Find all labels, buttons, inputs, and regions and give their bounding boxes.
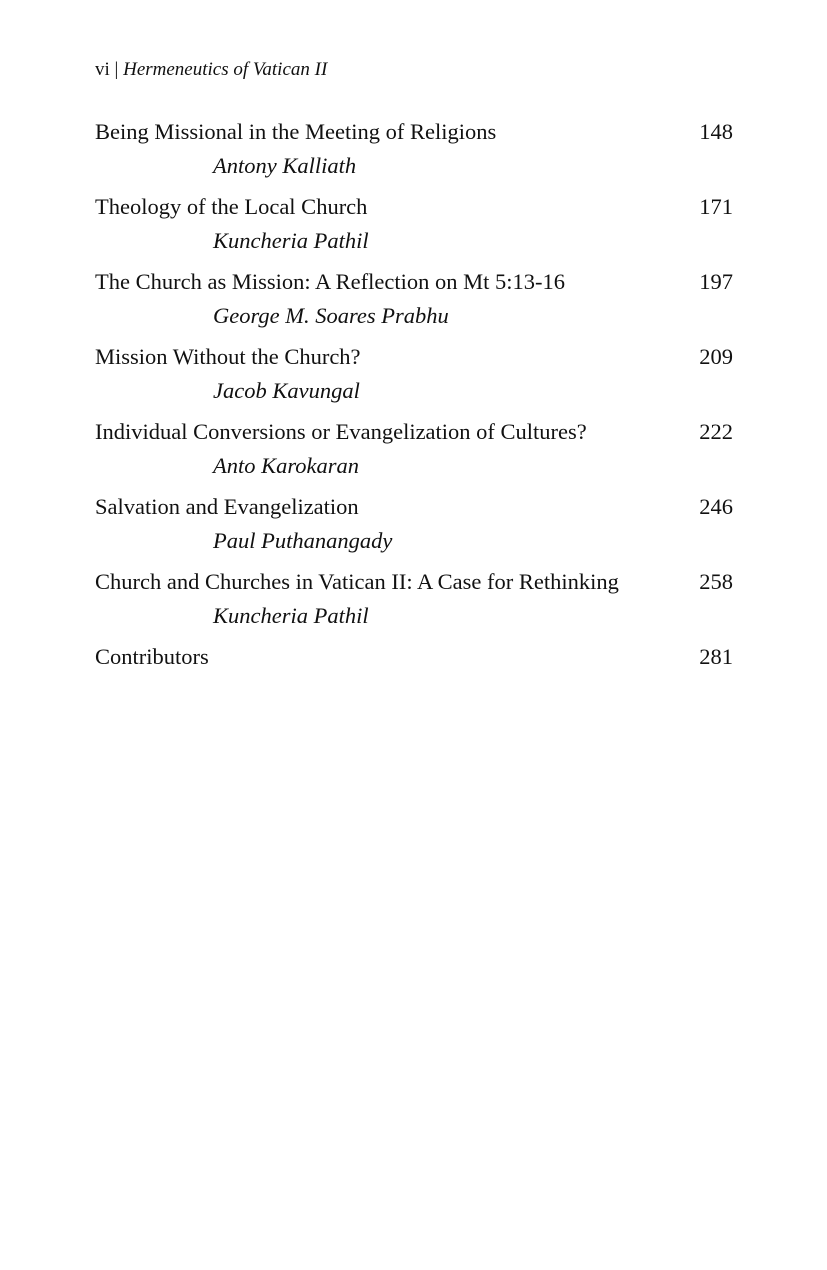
entry-author: George M. Soares Prabhu xyxy=(213,303,449,328)
entry-page-number: 209 xyxy=(699,344,733,369)
running-head-separator: | xyxy=(114,59,119,80)
entry-author: Antony Kalliath xyxy=(213,153,357,178)
entry-title: Individual Conversions or Evangelization of Cultures? xyxy=(95,419,587,444)
entry-title: Salvation and Evangelization xyxy=(95,494,359,519)
entry-page-number: 258 xyxy=(699,569,733,594)
entry-page-number: 148 xyxy=(699,119,733,144)
book-title: Hermeneutics of Vatican II xyxy=(123,59,328,80)
toc-entry[interactable] xyxy=(95,567,733,642)
toc-entry[interactable] xyxy=(95,267,733,342)
entry-title: Mission Without the Church? xyxy=(95,344,361,369)
toc-entry[interactable] xyxy=(95,342,733,417)
table-of-contents xyxy=(95,117,733,717)
entry-page-number: 197 xyxy=(699,269,733,294)
entry-title: Theology of the Local Church xyxy=(95,194,368,219)
entry-page-number: 171 xyxy=(699,194,733,219)
toc-entry[interactable] xyxy=(95,642,733,717)
page-number: vi xyxy=(95,59,110,80)
toc-entry[interactable] xyxy=(95,417,733,492)
toc-entry[interactable] xyxy=(95,192,733,267)
entry-author: Kuncheria Pathil xyxy=(213,228,369,253)
entry-title: The Church as Mission: A Reflection on Mt 5:13-16 xyxy=(95,269,565,294)
entry-page-number: 222 xyxy=(699,419,733,444)
toc-entry[interactable] xyxy=(95,117,733,192)
entry-title: Being Missional in the Meeting of Religions xyxy=(95,119,497,144)
entry-page-number: 281 xyxy=(699,644,733,669)
entry-page-number: 246 xyxy=(699,494,733,519)
running-head xyxy=(95,58,327,82)
entry-author: Jacob Kavungal xyxy=(213,378,360,403)
entry-author: Paul Puthanangady xyxy=(213,528,393,553)
entry-author: Kuncheria Pathil xyxy=(213,603,369,628)
entry-author: Anto Karokaran xyxy=(213,453,360,478)
entry-title: Church and Churches in Vatican II: A Case for Rethinking xyxy=(95,569,619,594)
toc-entry[interactable] xyxy=(95,492,733,567)
entry-title: Contributors xyxy=(95,644,209,669)
